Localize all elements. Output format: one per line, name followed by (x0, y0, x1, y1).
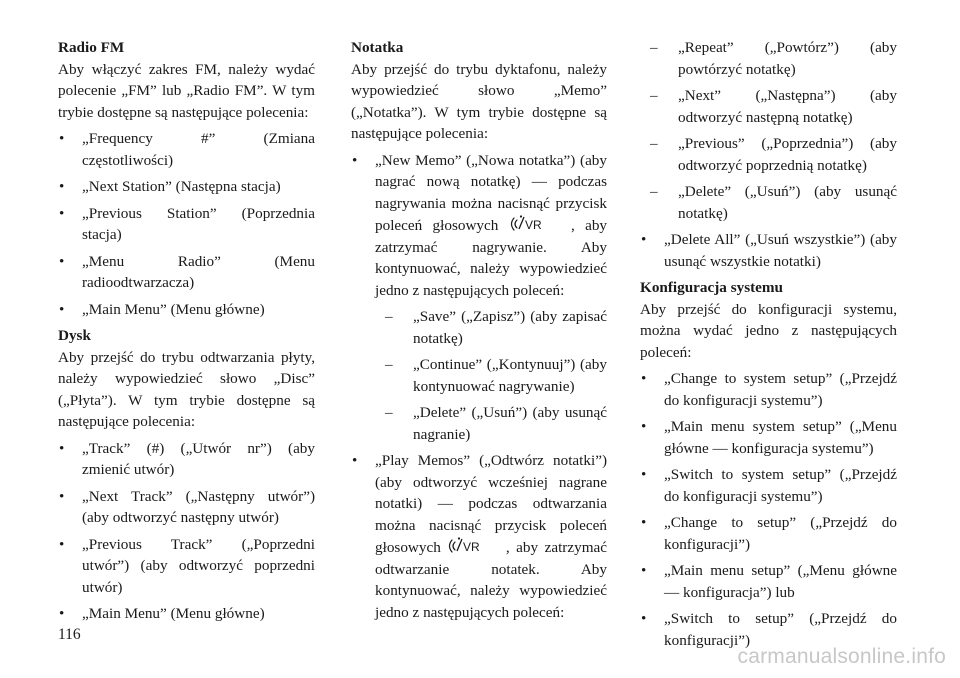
heading-memo: Notatka (351, 39, 404, 56)
new-memo-text-end: , aby zatrzymać nagrywanie. Aby kontynuować, należy wypowiedzieć jedno z następujących poleceń: (375, 217, 608, 299)
new-memo-text: „New Memo” („Nowa notatka”) (aby nagrać nową notatkę) — podczas nagrywania można nacisnąć przycisk poleceń głosowych (375, 151, 607, 234)
list-item: • „Switch to setup” („Przejdź do konfiguracji”) (640, 608, 897, 651)
memo-command-list (351, 150, 607, 624)
list-item: • „Previous Station” (Poprzednia stacja) (58, 203, 315, 246)
list-item: – „Next” („Następna”) (aby odtworzyć następną notatkę) (640, 85, 897, 128)
list-item: • „Main menu system setup” („Menu główne — konfiguracja systemu”) (640, 416, 897, 459)
heading-radio-fm: Radio FM (58, 39, 125, 56)
heading-system-setup: Konfiguracja systemu (640, 279, 784, 296)
list-item: – „Save” („Zapisz”) (aby zapisać notatkę) (375, 306, 607, 349)
list-item: – „Continue” („Kontynuuj”) (aby kontynuować nagrywanie) (375, 354, 607, 397)
radio-command-list (58, 128, 315, 320)
list-item-new-memo (351, 150, 607, 446)
list-item: – „Repeat” („Powtórz”) (aby powtórzyć notatkę) (640, 37, 897, 80)
list-item: • „Next Station” (Następna stacja) (58, 176, 315, 198)
column-left (58, 37, 315, 625)
voice-command-icon (447, 536, 499, 559)
system-intro: Aby przejść do konfiguracji systemu, można wydać jedno z następujących poleceń: (640, 300, 897, 361)
section-system-setup (640, 277, 897, 651)
section-disc (58, 325, 315, 625)
list-item: • „Previous Track” („Poprzedni utwór”) (aby odtworzyć poprzedni utwór) (58, 534, 315, 599)
list-item-delete-all: • „Delete All” („Usuń wszystkie”) (aby usunąć wszystkie notatki) (640, 229, 897, 272)
section-radio-fm (58, 37, 315, 320)
voice-icon-label: VR (524, 218, 542, 232)
list-item: • „Main menu setup” („Menu główne — konfiguracja”) lub (640, 560, 897, 603)
radio-intro: Aby włączyć zakres FM, należy wydać polecenie „FM” lub „Radio FM”. W tym trybie dostępne są następujące polecenia: (58, 60, 315, 121)
memo-command-list-continued (640, 229, 897, 272)
memo-intro: Aby przejść do trybu dyktafonu, należy wypowiedzieć słowo „Memo” („Notatka”). W tym trybie dostępne są następujące polecenia: (351, 60, 607, 142)
heading-disc: Dysk (58, 327, 91, 344)
play-memos-text-end: , aby zatrzymać odtwarzanie notatek. Aby kontynuować, należy wypowiedzieć jedno z następujących poleceń: (375, 539, 607, 621)
list-item: • „Main Menu” (Menu główne) (58, 603, 315, 625)
play-memos-text: „Play Memos” („Odtwórz notatki”) (aby odtworzyć wcześniej nagrane notatki) — podczas odtwarzania można nacisnąć przycisk poleceń głosowych (375, 452, 607, 556)
list-item: • „Main Menu” (Menu główne) (58, 299, 315, 321)
disc-intro: Aby przejść do trybu odtwarzania płyty, należy wypowiedzieć słowo „Disc” („Płyta”). W tym trybie dostępne są następujące polecenia: (58, 348, 315, 430)
watermark: carmanualsonline.info (737, 645, 946, 668)
voice-command-icon (509, 214, 561, 237)
list-item: – „Previous” („Poprzednia”) (aby odtworzyć poprzednią notatkę) (640, 133, 897, 176)
list-item: • „Track” (#) („Utwór nr”) (aby zmienić utwór) (58, 438, 315, 481)
system-command-list (640, 368, 897, 651)
list-item-play-memos (351, 450, 607, 623)
new-memo-subcommands (375, 306, 607, 445)
play-memos-subcommands (640, 37, 897, 224)
section-memo (351, 37, 607, 623)
list-item: • „Switch to system setup” („Przejdź do konfiguracji systemu”) (640, 464, 897, 507)
list-item: • „Frequency #” (Zmiana częstotliwości) (58, 128, 315, 171)
list-item: – „Delete” („Usuń”) (aby usunąć nagranie) (375, 402, 607, 445)
list-item: • „Change to system setup” („Przejdź do konfiguracji systemu”) (640, 368, 897, 411)
list-item: • „Change to setup” („Przejdź do konfiguracji”) (640, 512, 897, 555)
page-number: 116 (58, 626, 81, 643)
list-item: – „Delete” („Usuń”) (aby usunąć notatkę) (640, 181, 897, 224)
voice-icon-label: VR (463, 540, 480, 554)
list-item: • „Next Track” („Następny utwór”) (aby odtworzyć następny utwór) (58, 486, 315, 529)
column-right (640, 37, 897, 651)
column-middle (351, 37, 607, 623)
list-item: • „Menu Radio” (Menu radioodtwarzacza) (58, 251, 315, 294)
disc-command-list (58, 438, 315, 625)
